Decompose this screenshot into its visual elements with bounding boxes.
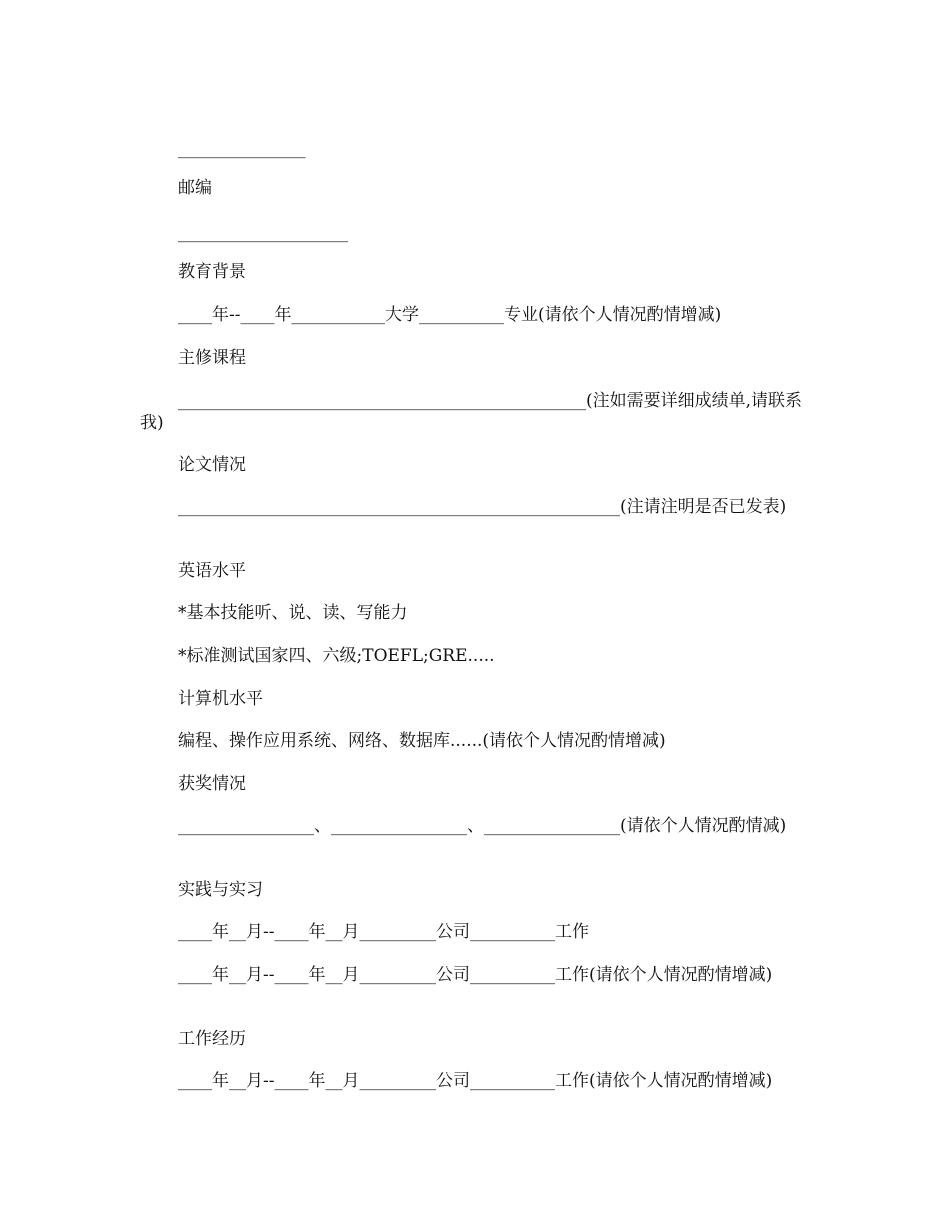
computer-level-heading: 计算机水平: [178, 689, 263, 709]
thesis-heading: 论文情况: [178, 455, 246, 475]
practice-entry-2: ____年__月--____年__月_________公司__________工作(请依个人情况酌情增减): [178, 965, 773, 985]
english-basic-skills: *基本技能听、说、读、写能力: [178, 603, 408, 623]
address-blank: _______________: [178, 139, 306, 159]
main-courses-entry: ________________________________________________(注如需要详细成绩单,请联系我): [140, 391, 803, 433]
main-courses-heading: 主修课程: [178, 348, 246, 368]
education-entry: ____年--____年___________大学__________专业(请依个人情况酌情增减): [178, 305, 722, 325]
postcode-label: 邮编: [178, 178, 212, 198]
awards-heading: 获奖情况: [178, 774, 246, 794]
computer-level-entry: 编程、操作应用系统、网络、数据库......(请依个人情况酌情增减): [178, 731, 666, 751]
english-level-heading: 英语水平: [178, 561, 246, 581]
english-standard-tests: *标准测试国家四、六级;TOEFL;GRE.....: [178, 646, 495, 666]
practice-heading: 实践与实习: [178, 880, 263, 900]
education-heading: 教育背景: [178, 262, 246, 282]
practice-entry-1: ____年__月--____年__月_________公司__________工作: [178, 922, 589, 942]
thesis-entry: ____________________________________________________(注请注明是否已发表): [178, 497, 787, 517]
work-history-heading: 工作经历: [178, 1029, 246, 1049]
work-history-entry: ____年__月--____年__月_________公司__________工作(请依个人情况酌情增减): [178, 1071, 773, 1091]
awards-entry: ________________、________________、________________(请依个人情况酌情减): [178, 816, 787, 836]
postcode-blank: ____________________: [178, 223, 348, 243]
